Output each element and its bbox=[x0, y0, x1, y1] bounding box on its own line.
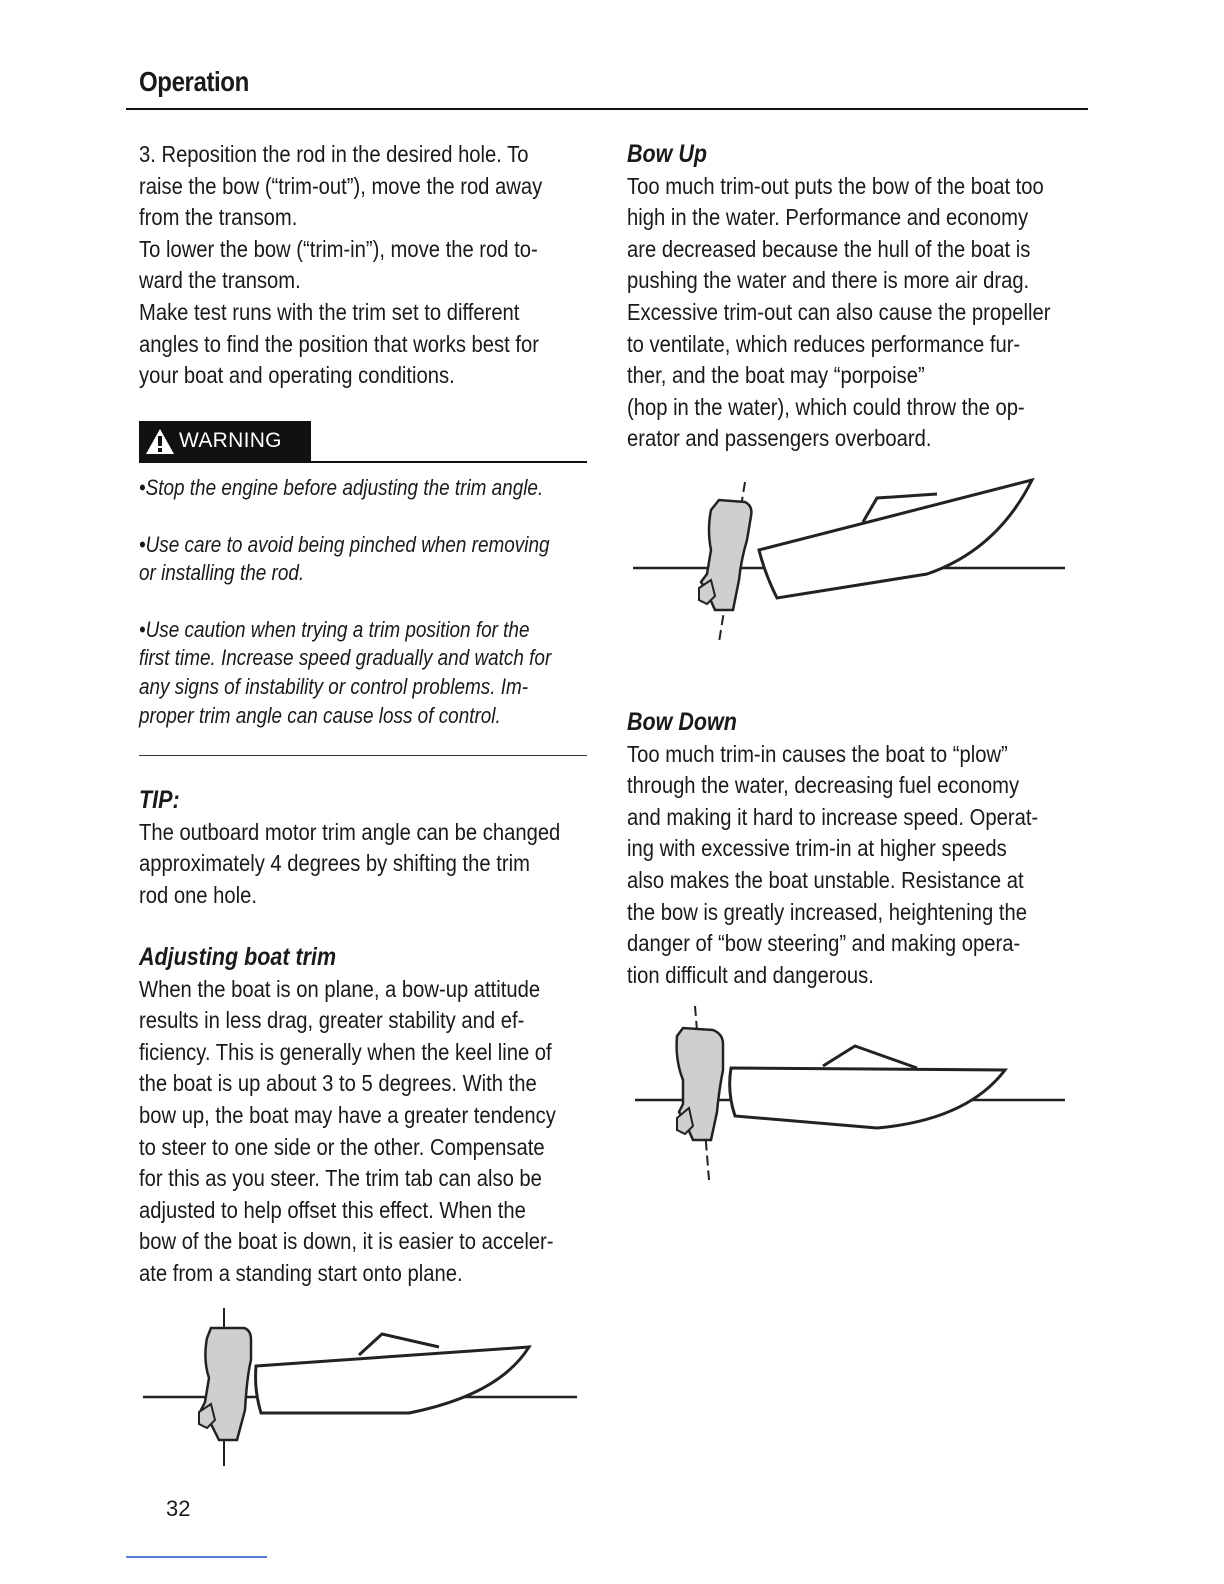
warning-rule bbox=[139, 461, 587, 463]
tip-block bbox=[139, 785, 589, 911]
bow-down-text: Too much trim-in causes the boat to “plow” through the water, decreasing fuel economy and making it hard to increase speed. Operat- ing with excessive trim-in at higher speeds also makes the boat unstable. Resistance at the bow is greatly increased, heightening the danger of “bow steering” and making opera- tion difficult and dangerous. bbox=[627, 740, 1039, 988]
step-3-block bbox=[139, 139, 589, 392]
warning-item: •Use care to avoid being pinched when removing or installing the rod. bbox=[139, 531, 550, 586]
footer-link-underline bbox=[126, 1556, 267, 1558]
adjusting-trim-text: When the boat is on plane, a bow-up attitude results in less drag, greater stability and ef- ficiency. This is generally when the keel line of the boat is up about 3 to 5 degrees. With the bow up, the boat may have a greater tendency to steer to one side or the other. Compensate for this as you steer. The trim tab can also be adjusted to help offset this effect. When the bow of the boat is down, it is easier to acceler- ate from a standing start onto plane. bbox=[139, 975, 556, 1286]
warning-triangle-icon bbox=[145, 428, 175, 455]
page-number: 32 bbox=[166, 1496, 191, 1521]
tip-text: The outboard motor trim angle can be changed approximately 4 degrees by shifting the trim rod one hole. bbox=[139, 818, 561, 908]
warning-banner bbox=[139, 421, 311, 462]
step-3-text: 3. Reposition the rod in the desired hole. To raise the bow (“trim-out”), move the rod away from the transom. To lower the bow (“trim-in”), move the rod to- ward the transom. Make test runs with the trim set to different angles to find the position that works best for your boat and operating conditions. bbox=[139, 141, 543, 389]
section-title: Operation bbox=[139, 66, 249, 97]
warning-label: WARNING bbox=[179, 429, 282, 452]
header-rule bbox=[126, 108, 1088, 110]
bow-down-block bbox=[627, 707, 1097, 991]
bow-up-text: Too much trim-out puts the bow of the boat too high in the water. Performance and economy are decreased because the hull of the boat is pushing the water and there is more air drag. Excessive trim-out can also cause the propeller to ventilate, which reduces performance fur- ther, and the boat may “porpoise” (hop in the water), which could throw the op- erator and passengers overboard. bbox=[627, 172, 1051, 452]
boat-bow-down-illustration bbox=[627, 1000, 1072, 1185]
tip-heading: TIP: bbox=[139, 786, 180, 814]
bow-down-heading: Bow Down bbox=[627, 708, 737, 736]
boat-bow-up-illustration bbox=[627, 470, 1072, 650]
bow-up-heading: Bow Up bbox=[627, 140, 708, 168]
boat-level-trim-illustration bbox=[139, 1300, 589, 1470]
adjusting-trim-block bbox=[139, 942, 589, 1290]
warning-list bbox=[139, 474, 603, 758]
warning-item: •Use caution when trying a trim position for the first time. Increase speed gradually and watch for any signs of instability or control problems. Im- proper trim angle can cause loss of control. bbox=[139, 616, 552, 728]
warning-end-rule bbox=[139, 755, 587, 756]
warning-item: •Stop the engine before adjusting the trim angle. bbox=[139, 475, 544, 500]
bow-up-block bbox=[627, 139, 1097, 455]
adjusting-trim-heading: Adjusting boat trim bbox=[139, 943, 337, 971]
